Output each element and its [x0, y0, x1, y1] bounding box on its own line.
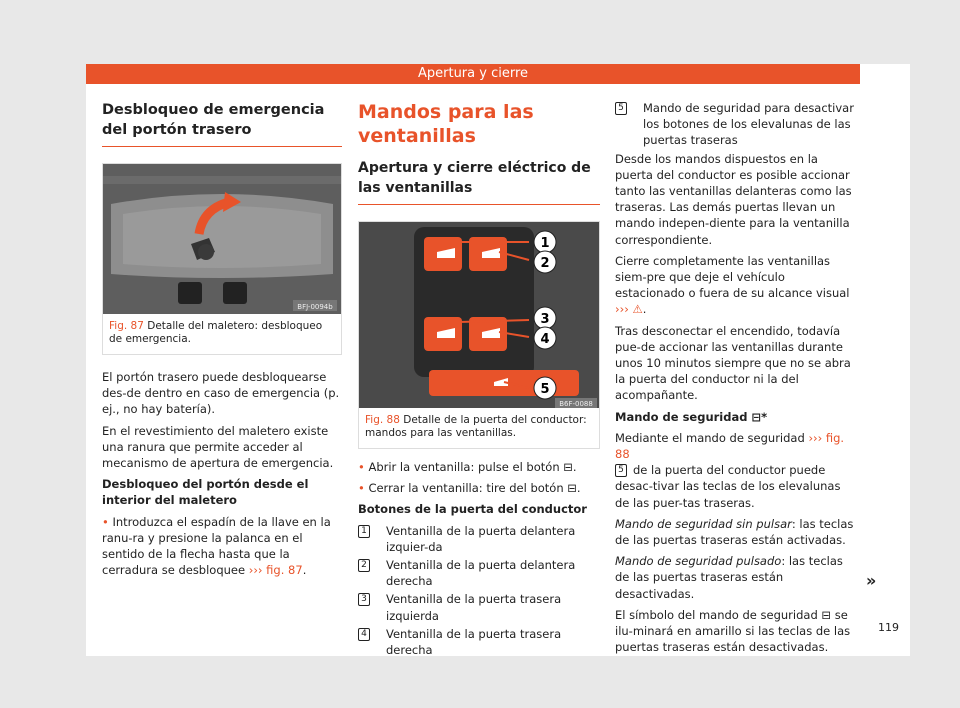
chapter-header: Apertura y cierre [86, 64, 860, 84]
list-item: 3 Ventanilla de la puerta trasera izquierda [358, 591, 600, 623]
paragraph: El portón trasero puede desbloquearse des-de dentro en caso de emergencia (p. ej., no hay batería). [102, 370, 340, 417]
bullet-item: • Introduzca el espadín de la llave en la ranu-ra y presione la palanca en el sentido de la flecha hasta que la cerradura se desbloquee ››› fig. 87. [102, 514, 331, 578]
figure-87 [102, 163, 342, 355]
window-switches-image [359, 222, 599, 408]
figure-code: B6F-0088 [559, 400, 593, 408]
figure-label: Fig. 87 [109, 320, 144, 332]
callout-5: 5 [540, 382, 550, 397]
bullet-item: • Cerrar la ventanilla: tire del botón ⊟. [358, 481, 581, 496]
lock-switch-icon: ⊟ [821, 607, 832, 622]
paragraph: Mediante el mando de seguridad ››› fig. 88 5 de la puerta del conductor puede desac-tivar las teclas de los elevalunas de las puer-tas traseras. [615, 430, 845, 510]
caption-text: Detalle del maletero: desbloqueo de emergencia. [109, 320, 323, 345]
list-item: 4 Ventanilla de la puerta trasera derecha [358, 626, 600, 658]
column-3 [615, 100, 857, 661]
window-switches-illustration [359, 222, 599, 408]
callout-1: 1 [540, 236, 550, 251]
lock-switch-icon: ⊟ [751, 409, 762, 424]
trunk-illustration [103, 164, 341, 314]
trunk-emergency-image [103, 164, 341, 314]
bullet-item: • Abrir la ventanilla: pulse el botón ⊟. [358, 460, 577, 474]
page-number: 119 [878, 621, 899, 634]
warning-link[interactable]: ››› [615, 302, 629, 317]
column-1 [102, 84, 342, 583]
callout-3: 3 [540, 312, 550, 327]
paragraph: Tras desconectar el encendido, todavía pue-de accionar las ventanillas durante unos 10 minutos siempre que no se abra la puerta del conductor ni la del acompañante. [615, 323, 851, 403]
section-heading: Apertura y cierre eléctrico de las ventanillas [358, 158, 600, 205]
figure-link[interactable]: ››› fig. 87 [248, 563, 303, 578]
figure-code: BFJ-0094b [297, 303, 333, 311]
warning-icon: ⚠ [632, 302, 643, 317]
callout-4: 4 [540, 332, 550, 347]
column-2 [358, 84, 600, 660]
list-title: Botones de la puerta del conductor [358, 502, 587, 517]
window-switch-icon: ⊟ [567, 481, 577, 496]
figure-88 [358, 221, 600, 449]
window-switch-icon: ⊟ [563, 460, 573, 474]
paragraph: El símbolo del mando de seguridad ⊟ se ilu-minará en amarillo si las teclas de las puertas traseras están desactivadas. [615, 607, 851, 655]
main-heading: Mandos para las ventanillas [358, 101, 534, 147]
list-item: 1 Ventanilla de la puerta delantera izquier-da [358, 523, 600, 555]
list-item: 2 Ventanilla de la puerta delantera derecha [358, 557, 600, 589]
caption-text: Detalle de la puerta del conductor: mandos para las ventanillas. [365, 414, 587, 439]
list-item: 5 Mando de seguridad para desactivar los botones de los elevalunas de las puertas traseras [615, 100, 857, 149]
paragraph: Cierre completamente las ventanillas siem-pre que deje el vehículo estacionado o fuera de su alcance visual ››› ⚠. [615, 253, 850, 317]
figure-link[interactable]: ››› fig. 88 [615, 430, 845, 462]
subheading: Mando de seguridad ⊟* [615, 409, 768, 424]
paragraph: Desde los mandos dispuestos en la puerta del conductor es posible accionar tanto las ventanillas delanteras como las traseras. Las demás puertas llevan un mando indepen-diente para la ventanilla correspondiente. [615, 151, 852, 247]
paragraph: Mando de seguridad pulsado: las teclas de las puertas traseras están desactivadas. [615, 554, 843, 601]
figure-caption [359, 408, 599, 448]
callout-2: 2 [540, 256, 550, 271]
figure-caption [103, 314, 341, 354]
figure-label: Fig. 88 [365, 414, 400, 426]
subheading: Desbloqueo del portón desde el interior del maletero [102, 477, 309, 508]
continue-marker: » [866, 571, 877, 590]
section-heading: Desbloqueo de emergencia del portón trasero [102, 100, 342, 147]
paragraph: En el revestimiento del maletero existe una ranura que permite acceder al mecanismo de apertura de emergencia. [102, 423, 334, 471]
paragraph: Mando de seguridad sin pulsar: las teclas de las puertas traseras están activadas. [615, 516, 854, 548]
